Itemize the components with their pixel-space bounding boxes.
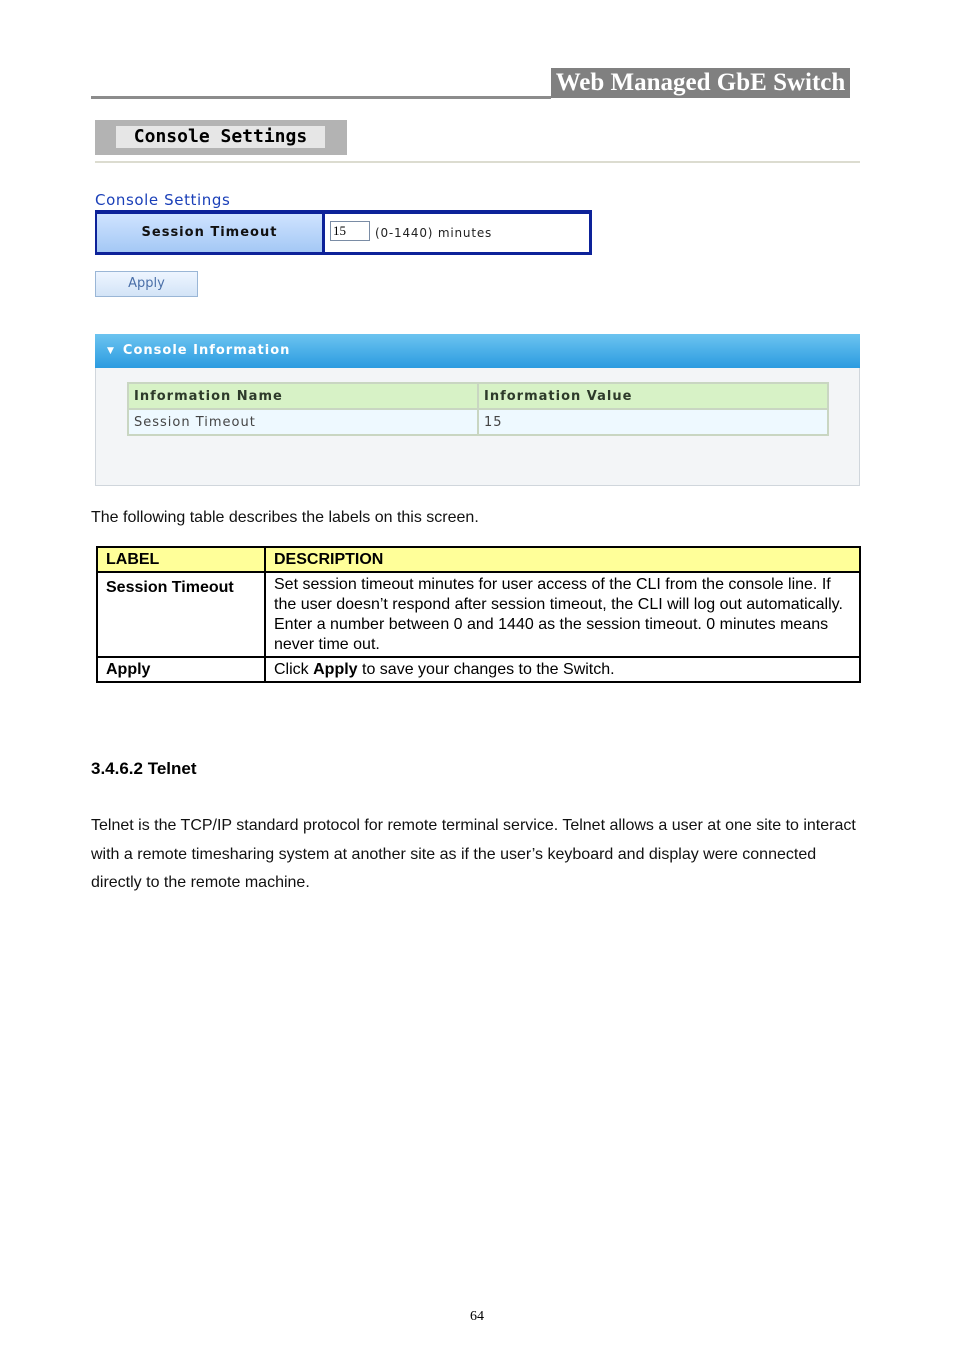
apply-button[interactable]: Apply xyxy=(95,271,198,297)
section-banner xyxy=(95,120,347,155)
console-settings-form xyxy=(95,210,592,255)
section-banner-title: Console Settings xyxy=(116,126,325,148)
desc-label-session-timeout: Session Timeout xyxy=(97,572,265,657)
console-settings-title: Console Settings xyxy=(95,191,231,209)
collapse-triangle-icon[interactable]: ▼ xyxy=(107,346,115,356)
telnet-paragraph: Telnet is the TCP/IP standard protocol for remote terminal service. Telnet allows a user at one site to interact with a remote timesharing system at another site as if the user’s keyboard and display were connected directly to the remote machine. xyxy=(91,817,856,891)
banner-divider xyxy=(95,161,860,163)
desc-label-apply: Apply xyxy=(97,657,265,682)
desc-text-bold: Apply xyxy=(313,661,358,678)
column-header-name: Information Name xyxy=(128,383,478,409)
desc-header-label: LABEL xyxy=(97,547,265,572)
desc-text-line: Enter a number between 0 and 1440 as the session timeout. 0 minutes means never time out. xyxy=(274,616,829,653)
desc-header-description: DESCRIPTION xyxy=(265,547,860,572)
header-rule xyxy=(91,96,551,99)
table-header-row xyxy=(128,383,828,409)
info-value-cell: 15 xyxy=(478,409,828,435)
session-timeout-range-hint: (0-1440) minutes xyxy=(375,226,493,240)
console-information-header[interactable] xyxy=(95,334,860,368)
table-row xyxy=(97,657,860,682)
header-title: Web Managed GbE Switch xyxy=(551,68,850,98)
desc-description-session-timeout xyxy=(265,572,860,657)
desc-header-row xyxy=(97,547,860,572)
table-row xyxy=(128,409,828,435)
console-information-panel xyxy=(95,334,860,486)
session-timeout-input[interactable]: 15 xyxy=(330,221,370,241)
section-heading: 3.4.6.2 Telnet xyxy=(91,759,197,778)
table-row xyxy=(97,572,860,657)
info-name-cell: Session Timeout xyxy=(128,409,478,435)
console-information-title: Console Information xyxy=(122,343,291,358)
desc-text-line: Set session timeout minutes for user access of the CLI from the console line. If the user doesn’t respond after session timeout, the CLI will log out automatically. xyxy=(274,576,843,613)
column-header-value: Information Value xyxy=(478,383,828,409)
session-timeout-cell xyxy=(325,214,589,252)
desc-text-pre: Click xyxy=(274,661,314,678)
intro-text: The following table describes the labels on this screen. xyxy=(91,509,479,526)
desc-text-post: to save your changes to the Switch. xyxy=(357,661,615,678)
console-information-table xyxy=(127,382,829,436)
session-timeout-label: Session Timeout xyxy=(97,214,322,252)
page-number: 64 xyxy=(470,1309,484,1324)
desc-description-apply xyxy=(265,657,860,682)
label-description-table xyxy=(96,546,861,683)
